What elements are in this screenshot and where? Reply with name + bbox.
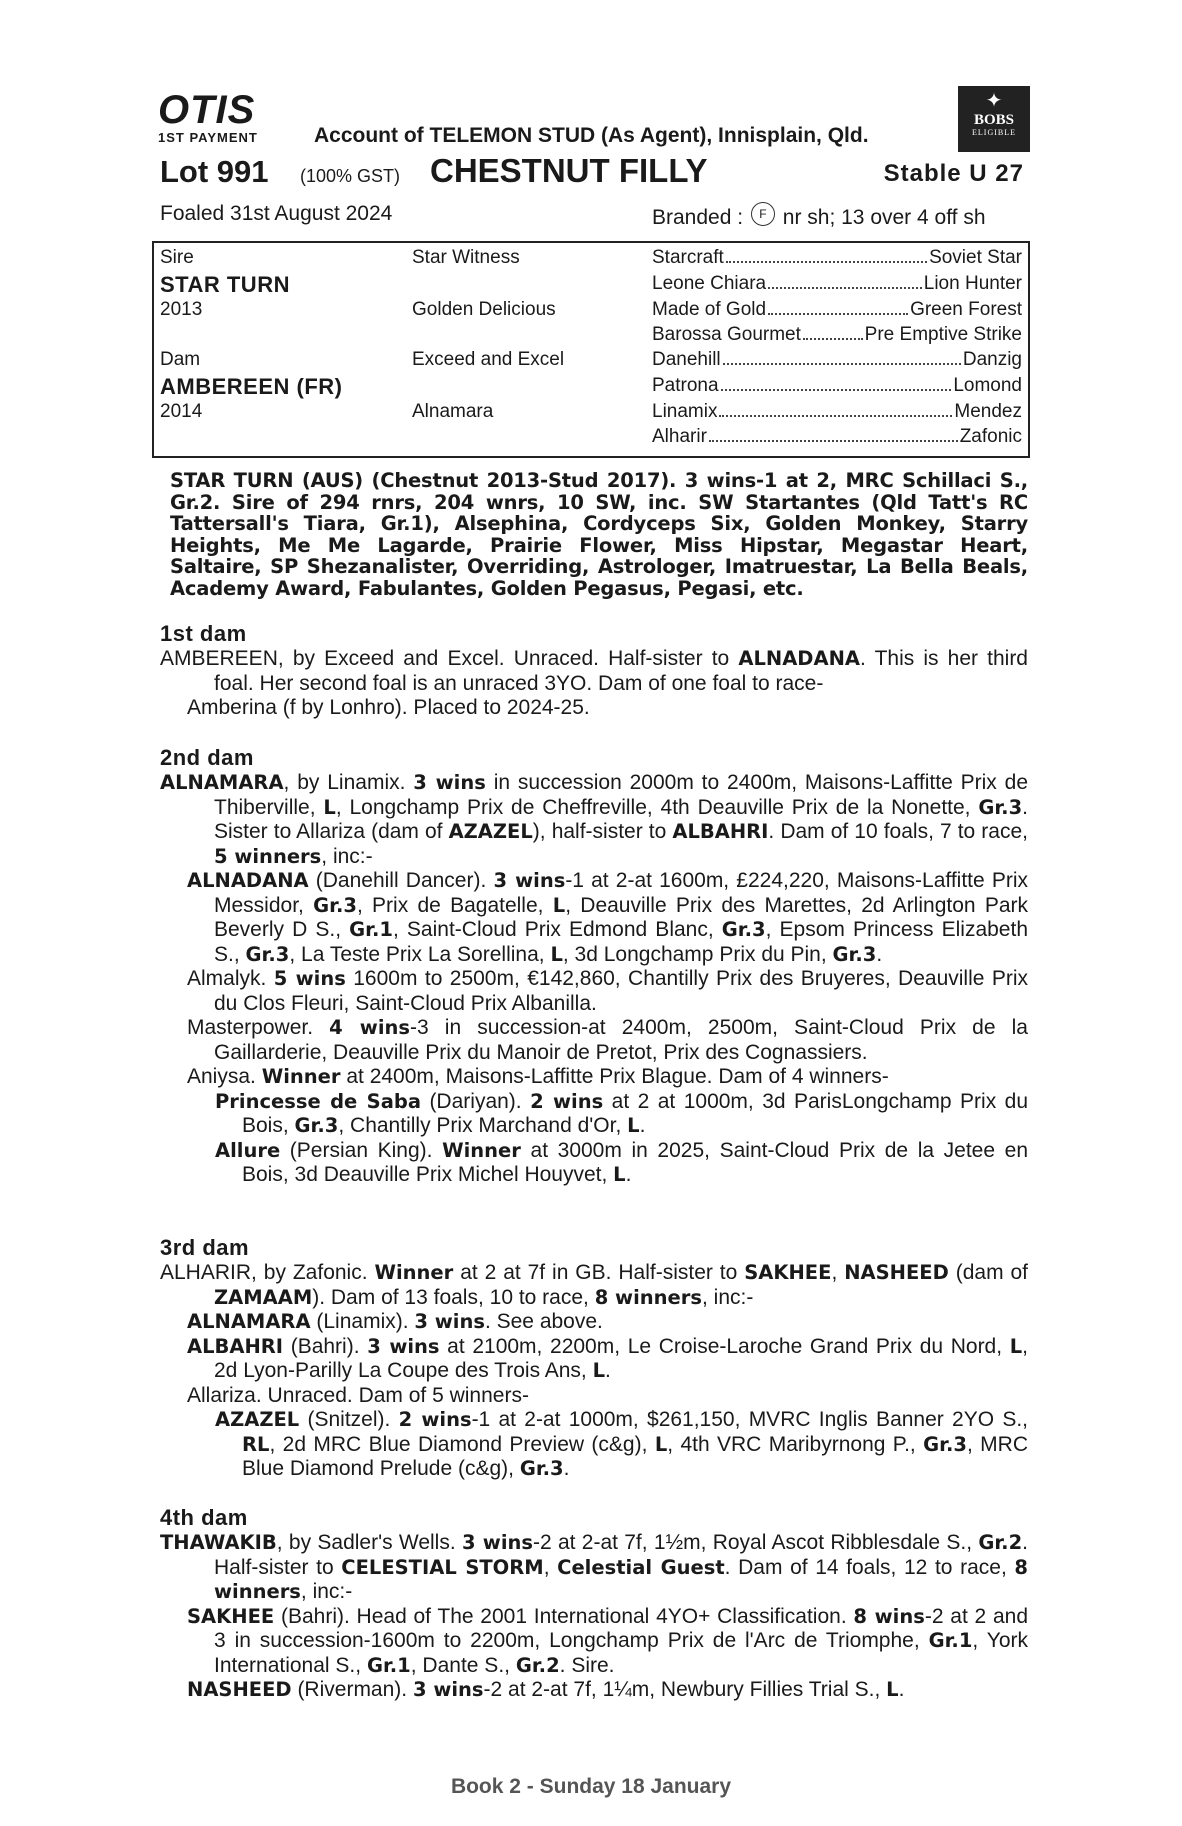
bobs-badge-title: BOBS: [973, 112, 1015, 128]
section-heading: 1st dam: [160, 621, 247, 646]
section-heading: 2nd dam: [160, 745, 254, 770]
section-heading: 4th dam: [160, 1505, 248, 1530]
fourth-gen-row: [652, 426, 1022, 448]
fourth-gen-row: [652, 375, 1022, 397]
fourth-gen-row: [652, 401, 1022, 423]
sire-sire: Star Witness: [412, 247, 520, 268]
progeny-entry: ALBAHRI (Bahri). 3 wins at 2100m, 2200m, Le Croise-Laroche Grand Prix du Nord, L, 2d Lyon-Parilly La Coupe des Trois Ans, L.: [187, 1334, 1028, 1382]
progeny-entry: Allariza. Unraced. Dam of 5 winners-: [187, 1383, 529, 1407]
fourth-gen-horse: Patrona: [652, 375, 719, 396]
brand-symbol-icon: F: [751, 202, 775, 226]
fourth-gen-sire: Zafonic: [959, 426, 1022, 447]
progeny-entry: SAKHEE (Bahri). Head of The 2001 International 4YO+ Classification. 8 wins-2 at 2 and 3 in succession-1600m to 2200m, Longchamp Prix de l'Arc de Triomphe, Gr.1, York International S., Gr.1, Dante S., Gr.2. Sire.: [187, 1604, 1029, 1677]
otis-logo-subtext: 1ST PAYMENT: [158, 130, 258, 145]
sire-name: STAR TURN: [160, 272, 290, 297]
lot-title-line: [160, 150, 1028, 190]
fourth-gen-sire: Lomond: [953, 375, 1022, 396]
foaled-date: Foaled 31st August 2024: [160, 202, 393, 225]
fourth-dam-section: [160, 1505, 1028, 1703]
page-footer: Book 2 - Sunday 18 January: [450, 1775, 732, 1798]
progeny-entry: Almalyk. 5 wins 1600m to 2500m, €142,860, Chantilly Prix des Bruyeres, Deauville Prix du Clos Fleuri, Saint-Cloud Prix Albanilla.: [187, 967, 1028, 1015]
otis-logo: [158, 88, 258, 145]
fourth-gen-horse: Alharir: [652, 426, 707, 447]
dam-sire: Exceed and Excel: [412, 349, 565, 370]
grand-progeny-entry: Allure (Persian King). Winner at 3000m in 2025, Saint-Cloud Prix de la Jetee en Bois, 3d Deauville Prix Michel Houyvet, L.: [215, 1138, 1028, 1186]
dam-entry: ALHARIR, by Zafonic. Winner at 2 at 7f in GB. Half-sister to SAKHEE, NASHEED (dam of ZAMAAM). Dam of 13 foals, 10 to race, 8 winners, inc:-: [160, 1261, 1028, 1309]
grand-progeny-entry: AZAZEL (Snitzel). 2 wins-1 at 2-at 1000m, $261,150, MVRC Inglis Banner 2YO S., RL, 2d MRC Blue Diamond Preview (c&g), L, 4th VRC Maribyrnong P., Gr.3, MRC Blue Diamond Prelude (c&g), Gr.3.: [215, 1408, 1028, 1480]
progeny-entry: Masterpower. 4 wins-3 in succession-at 2400m, 2500m, Saint-Cloud Prix de la Gaillarderie, Deauville Prix du Manoir de Pretot, Prix des Cognassiers.: [187, 1016, 1028, 1064]
bird-icon: ✦: [985, 90, 1003, 112]
dam-label: Dam: [160, 349, 201, 370]
bobs-eligible-badge: [958, 86, 1030, 152]
fourth-gen-horse: Starcraft: [652, 247, 724, 268]
fourth-gen-horse: Linamix: [652, 401, 718, 422]
fourth-gen-row: [652, 324, 1022, 346]
dam-dam: Alnamara: [412, 401, 494, 422]
fourth-gen-sire: Soviet Star: [929, 247, 1022, 268]
otis-logo-text: OTIS: [158, 88, 256, 132]
dam-year: 2014: [160, 401, 203, 422]
lot-number: Lot 991: [160, 154, 269, 189]
branded-info: [652, 202, 986, 230]
progeny-entry: Amberina (f by Lonhro). Placed to 2024-25.: [187, 696, 590, 719]
gst-note: (100% GST): [300, 166, 401, 186]
sire-label: Sire: [160, 247, 194, 268]
third-dam-section: [160, 1235, 1028, 1482]
fourth-gen-horse: Leone Chiara: [652, 273, 767, 294]
pedigree-table: [152, 241, 1030, 458]
fourth-gen-row: [652, 273, 1022, 295]
fourth-gen-sire: Green Forest: [910, 299, 1022, 320]
fourth-gen-row: [652, 299, 1022, 321]
fourth-gen-horse: Barossa Gourmet: [652, 324, 801, 345]
fourth-gen-row: [652, 349, 1022, 371]
sire-summary: STAR TURN (AUS) (Chestnut 2013-Stud 2017). 3 wins-1 at 2, MRC Schillaci S., Gr.2. Sire of 294 rnrs, 204 wnrs, 10 SW, inc. SW Startantes (Qld Tatt's RC Tattersall's Tiara, Gr.1), Alsephina, Cordyceps Six, Golden Monkey, Starry Heights, Me Me Lagarde, Prairie Flower, Miss Hipstar, Megastar Heart, Saltaire, SP Shezanalister, Overriding, Astrologer, Imatruestar, La Bella Beals, Academy Award, Fabulantes, Golden Pegasus, Pegasi, etc.: [170, 469, 1028, 600]
dam-entry: AMBEREEN, by Exceed and Excel. Unraced. Half-sister to ALNADANA. This is her third foal. Her second foal is an unraced 3YO. Dam of one foal to race-: [160, 647, 1028, 695]
fourth-gen-horse: Made of Gold: [652, 299, 767, 320]
branded-value: nr sh; 13 over 4 off sh: [782, 206, 986, 229]
section-heading: 3rd dam: [160, 1235, 250, 1260]
bobs-badge-subtitle: ELIGIBLE: [972, 128, 1016, 137]
dam-name: AMBEREEN (FR): [160, 374, 343, 399]
progeny-entry: NASHEED (Riverman). 3 wins-2 at 2-at 7f, 1¼m, Newbury Fillies Trial S., L.: [187, 1678, 905, 1701]
dam-entry: THAWAKIB, by Sadler's Wells. 3 wins-2 at 2-at 7f, 1½m, Royal Ascot Ribblesdale S., Gr.2. Half-sister to CELESTIAL STORM, Celestial Guest. Dam of 14 foals, 12 to race, 8 winners, inc:-: [160, 1531, 1029, 1603]
fourth-gen-sire: Pre Emptive Strike: [864, 324, 1022, 345]
sire-year: 2013: [160, 299, 203, 320]
lot-description: CHESTNUT FILLY: [430, 152, 708, 189]
fourth-gen-row: [652, 247, 1022, 269]
sire-dam: Golden Delicious: [412, 299, 556, 320]
progeny-entry: ALNAMARA (Linamix). 3 wins. See above.: [187, 1310, 603, 1333]
vendor-account: Account of TELEMON STUD (As Agent), Innisplain, Qld.: [314, 124, 869, 147]
fourth-gen-horse: Danehill: [652, 349, 721, 370]
fourth-gen-sire: Danzig: [962, 349, 1022, 370]
fourth-gen-sire: Lion Hunter: [923, 273, 1022, 294]
progeny-entry: ALNADANA (Danehill Dancer). 3 wins-1 at 2-at 1600m, £224,220, Maisons-Laffitte Prix Messidor, Gr.3, Prix de Bagatelle, L, Deauville Prix des Marettes, 2d Arlington Park Beverly D S., Gr.1, Saint-Cloud Prix Edmond Blanc, Gr.3, Epsom Princess Elizabeth S., Gr.3, La Teste Prix La Sorellina, L, 3d Longchamp Prix du Pin, Gr.3.: [187, 869, 1029, 966]
fourth-gen-sire: Mendez: [954, 401, 1022, 422]
second-dam-section: [160, 745, 1028, 1188]
branded-label: Branded :: [652, 206, 744, 229]
grand-progeny-entry: Princesse de Saba (Dariyan). 2 wins at 2 at 1000m, 3d ParisLongchamp Prix du Bois, Gr.3, Chantilly Prix Marchand d'Or, L.: [215, 1089, 1029, 1137]
dam-entry: ALNAMARA, by Linamix. 3 wins in succession 2000m to 2400m, Maisons-Laffitte Prix de Thiberville, L, Longchamp Prix de Cheffreville, 4th Deauville Prix de la Nonette, Gr.3. Sister to Allariza (dam of AZAZEL), half-sister to ALBAHRI. Dam of 10 foals, 7 to race, 5 winners, inc:-: [160, 771, 1029, 868]
progeny-entry: Aniysa. Winner at 2400m, Maisons-Laffitte Prix Blague. Dam of 4 winners-: [187, 1065, 889, 1088]
first-dam-section: [160, 621, 1028, 721]
stable-location: Stable U 27: [883, 160, 1024, 187]
